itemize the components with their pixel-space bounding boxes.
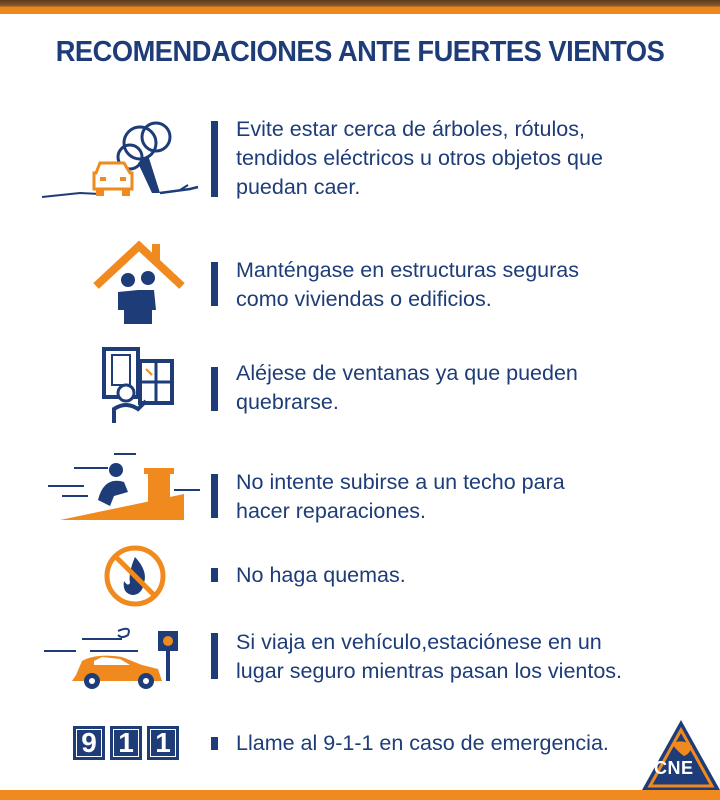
cne-logo-text: CNE (654, 758, 694, 778)
separator-bar (211, 568, 218, 582)
digit-one: 1 (147, 726, 179, 760)
recommendation-trees (0, 115, 720, 205)
emergency-911-icon (73, 726, 179, 760)
recommendation-text: No haga quemas. (236, 563, 406, 587)
fallen-tree-car-icon (40, 115, 210, 205)
cne-logo (620, 714, 720, 790)
recommendation-text: Aléjese de ventanas ya que pueden quebrarse. (236, 361, 578, 414)
recommendation-roof (0, 452, 720, 526)
recommendation-text: Llame al 9-1-1 en caso de emergencia. (236, 731, 609, 755)
recommendation-shelter (0, 240, 720, 326)
separator-bar (211, 121, 218, 197)
recommendation-no-burning (0, 543, 720, 609)
recommendation-text: Manténgase en estructuras seguras como viviendas o edificios. (236, 258, 580, 311)
page-title: RECOMENDACIONES ANTE FUERTES VIENTOS (55, 36, 665, 68)
recommendation-text: Evite estar cerca de árboles, rótulos, tendidos eléctricos u otros objetos que puedan caer. (236, 117, 603, 199)
recommendation-text: Si viaja en vehículo,estaciónese en un lugar seguro mientras pasan los vientos. (236, 630, 623, 683)
recommendation-windows (0, 345, 720, 425)
separator-bar (211, 367, 218, 411)
recommendation-text: No intente subirse a un techo para hacer reparaciones. (236, 470, 565, 523)
person-roof-icon (44, 452, 204, 526)
no-fire-icon (102, 543, 168, 609)
car-wind-icon (42, 625, 192, 691)
separator-bar (211, 633, 218, 679)
recommendation-vehicle (0, 625, 720, 691)
top-decorative-band (0, 0, 720, 14)
person-window-icon (100, 345, 180, 425)
separator-bar (211, 262, 218, 306)
digit-nine: 9 (73, 726, 105, 760)
bottom-decorative-band (0, 790, 720, 800)
recommendation-emergency (0, 726, 720, 762)
separator-bar (211, 737, 218, 750)
digit-one: 1 (110, 726, 142, 760)
separator-bar (211, 474, 218, 518)
family-house-icon (92, 240, 187, 326)
